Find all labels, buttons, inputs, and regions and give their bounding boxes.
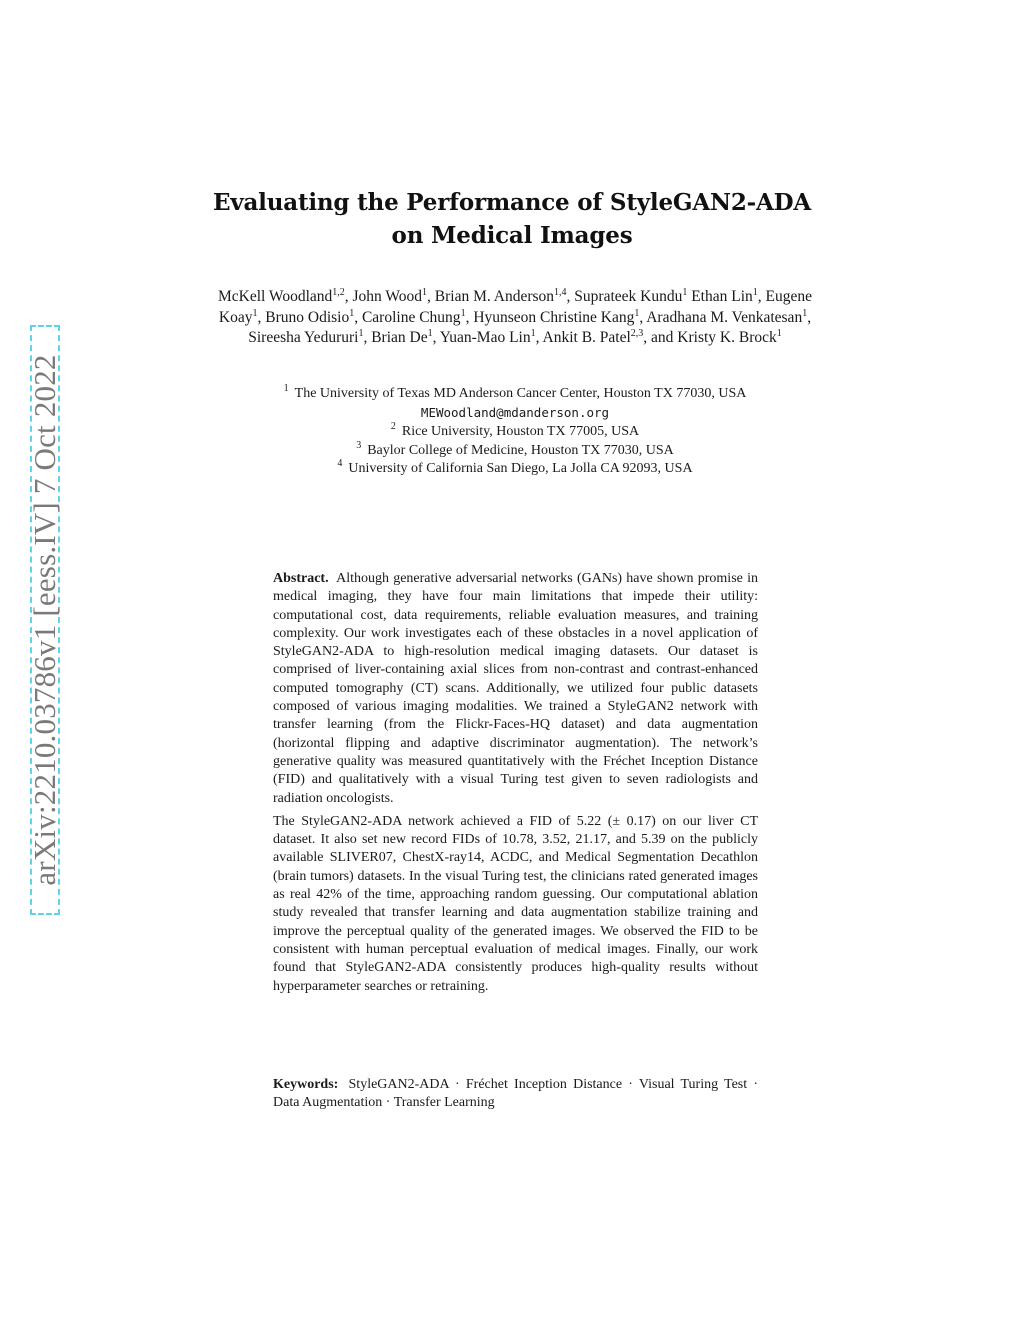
author-affiliation-mark: 1: [358, 327, 364, 339]
author-separator: ,: [257, 308, 266, 326]
abstract: [273, 570, 758, 1001]
affiliation-line: [200, 460, 830, 479]
author-affiliation-mark: 1: [776, 327, 782, 339]
author-separator: ,: [535, 329, 543, 346]
affiliation-text: The University of Texas MD Anderson Cancer Center, Houston TX 77030, USA: [294, 386, 747, 401]
author-affiliation-mark: 1: [252, 307, 258, 319]
abstract-paragraph-2: The StyleGAN2-ADA network achieved a FID of 5.22 (± 0.17) on our liver CT dataset. It also set new record FIDs of 10.78, 3.52, 21.17, and 5.39 on the publicly available SLIVER07, ChestX-ray14, ACDC, and Medical Segmentation Decathlon (brain tumors) datasets. In the visual Turing test, the clinicians rated generated images as real 42% of the time, approaching random guessing. Our computational ablation study revealed that transfer learning and data augmentation stabilize training and improve the perceptual quality of the generated images. We observed the FID to be consistent with human perceptual evaluation of medical images. Finally, our work found that StyleGAN2-ADA consistently produces high-quality results without hyperparameter searches or retraining.: [273, 813, 758, 994]
keyword: Transfer Learning: [393, 1095, 495, 1111]
affiliation-number: 4: [337, 458, 343, 470]
keyword-list: [273, 1077, 758, 1110]
author-separator: ,: [354, 308, 362, 326]
author-affiliation-mark: 1: [530, 327, 536, 339]
author-name: Ethan Lin: [691, 288, 753, 305]
author-affiliation-mark: 1: [752, 286, 758, 298]
author-name: Kristy K. Brock: [677, 329, 777, 346]
author-name: Hyunseon Christine Kang: [473, 308, 635, 326]
abstract-paragraph-1: [273, 570, 758, 808]
author-affiliation-mark: 2,3: [630, 327, 644, 339]
keyword-separator: ·: [382, 1095, 394, 1111]
affiliation-line: [200, 423, 830, 442]
affiliation-number: 1: [283, 383, 289, 395]
author-affiliation-mark: 1: [460, 307, 466, 319]
affiliation-text: Rice University, Houston TX 77005, USA: [401, 424, 640, 439]
keywords-label: Keywords:: [273, 1077, 339, 1092]
contact-email[interactable]: [200, 404, 830, 424]
arxiv-stamp: [27, 325, 62, 915]
author-affiliation-mark: 1: [422, 286, 428, 298]
arxiv-identifier[interactable]: arXiv:2210.03786v1 [eess.IV] 7 Oct 2022: [27, 354, 62, 886]
author-name: Caroline Chung: [361, 308, 461, 326]
keyword: StyleGAN2-ADA: [348, 1077, 449, 1092]
author-affiliation-mark: 1: [427, 327, 433, 339]
author-name: Brian De: [371, 329, 428, 346]
keywords: [273, 1076, 758, 1113]
affiliation-number: 3: [356, 439, 362, 451]
author-affiliation-mark: 1,2: [332, 286, 345, 298]
author-affiliation-mark: 1: [349, 307, 355, 319]
affiliation-list: [200, 385, 830, 479]
paper-title: [0, 186, 1024, 252]
author-separator: ,: [639, 308, 647, 326]
keyword-separator: ·: [622, 1077, 639, 1092]
author-name: Eugene Koay: [218, 288, 813, 326]
author-name: Aradhana M. Venkatesan: [646, 308, 803, 326]
author-name: Sireesha Yedururi: [248, 329, 359, 346]
author-separator: ,: [757, 288, 766, 305]
affiliation-line: [200, 385, 830, 404]
title-line-2: on Medical Images: [391, 222, 633, 249]
affiliation-text: Baylor College of Medicine, Houston TX 77030, USA: [367, 442, 674, 458]
author-name: Ankit B. Patel: [542, 329, 631, 346]
keyword: Data Augmentation: [273, 1095, 383, 1111]
author-separator: ,: [344, 288, 353, 305]
author-name: Yuan-Mao Lin: [439, 329, 531, 346]
title-line-1: Evaluating the Performance of StyleGAN2-ADA: [212, 189, 811, 216]
keyword-separator: ·: [448, 1077, 466, 1092]
author-affiliation-mark: 1,4: [554, 286, 567, 298]
abstract-text-1: Although generative adversarial networks (GANs) have shown promise in medical imaging, they have four main limitations that impede their utility: computational cost, data requirements, reliable evaluation measures, and training complexity. Our work investigates each of these obstacles in a novel application of StyleGAN2-ADA to high-resolution medical imaging datasets. Our dataset is comprised of liver-containing axial slices from non-contrast and contrast-enhanced computed tomography (CT) scans. Additionally, we utilized four public datasets composed of various imaging modalities. We trained a StyleGAN2 network with transfer learning (from the Flickr-Faces-HQ dataset) and data augmentation (horizontal flipping and adaptive discriminator augmentation). The network’s generative quality was measured quantitatively with the Fréchet Inception Distance (FID) and qualitatively with a visual Turing test given to seven radiologists and radiation oncologists.: [273, 571, 758, 806]
author-name: Brian M. Anderson: [434, 288, 555, 305]
author-separator: ,: [432, 329, 440, 346]
affiliation-number: 2: [390, 421, 396, 433]
keyword: Visual Turing Test: [638, 1077, 748, 1092]
keyword: Fréchet Inception Distance: [465, 1077, 623, 1092]
author-separator: ,: [465, 308, 474, 326]
author-separator: ,: [363, 329, 372, 346]
abstract-label: Abstract.: [273, 571, 329, 586]
keyword-separator: ·: [747, 1077, 758, 1092]
author-name: Bruno Odisio: [265, 308, 350, 326]
affiliation-line: [200, 439, 830, 461]
author-affiliation-mark: 1: [802, 307, 808, 319]
author-name: Suprateek Kundu: [574, 288, 683, 305]
author-affiliation-mark: 1: [682, 286, 688, 298]
author-affiliation-mark: 1: [634, 307, 640, 319]
author-list: [200, 287, 830, 349]
author-name: John Wood: [352, 288, 423, 305]
author-separator: ,: [566, 288, 575, 305]
affiliation-text: University of California San Diego, La Jolla CA 92093, USA: [348, 461, 693, 476]
author-separator: , and: [643, 329, 678, 346]
author-separator: ,: [427, 288, 435, 305]
author-separator: ,: [807, 308, 812, 326]
author-name: McKell Woodland: [217, 288, 333, 305]
email-text: MEWoodland@mdanderson.org: [420, 404, 610, 420]
